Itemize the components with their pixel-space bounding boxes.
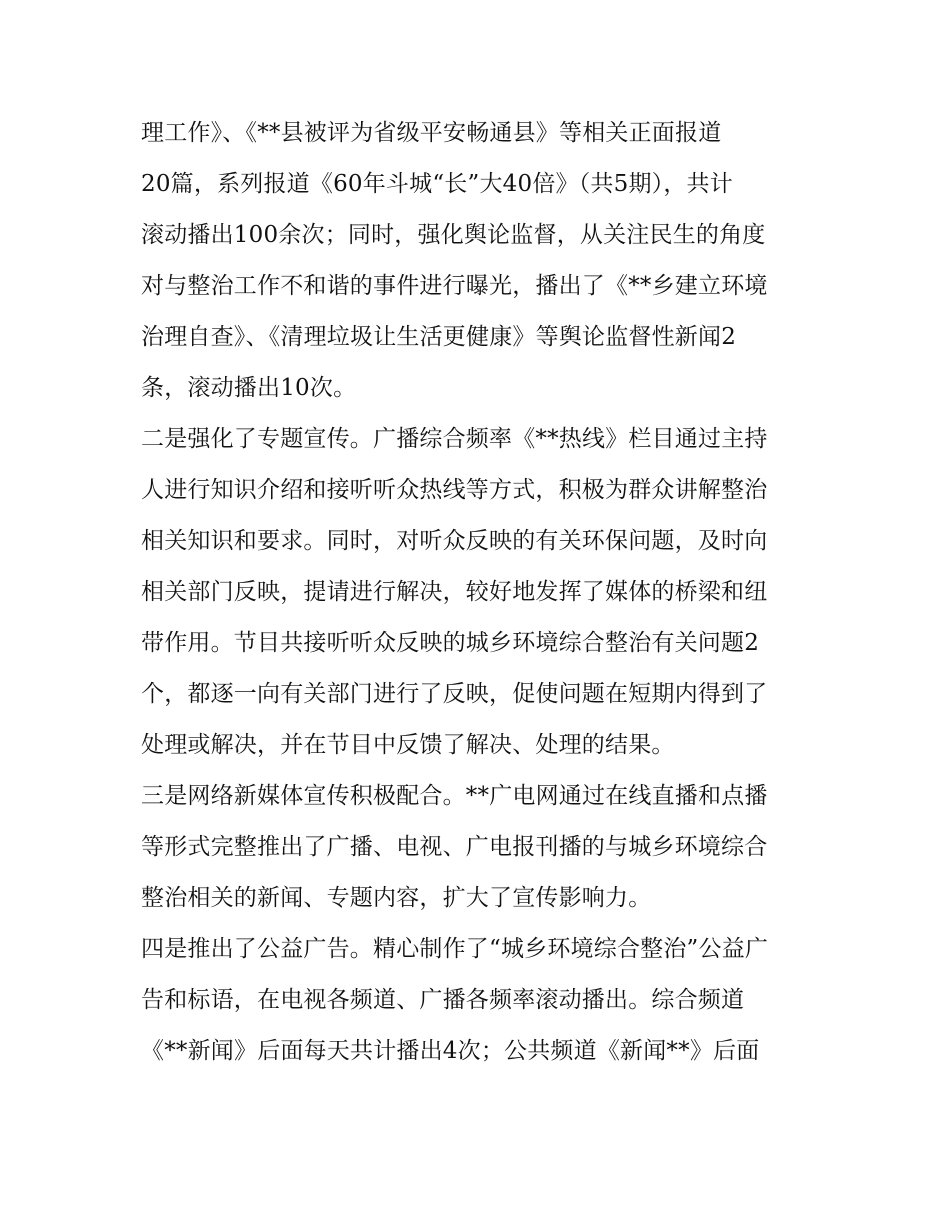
text-line: 处理或解决，并在节目中反馈了解决、处理的结果。	[141, 732, 675, 758]
text-line: 四是推出了公益广告。精心制作了“城乡环境综合整治”公益广	[141, 936, 769, 962]
text-line: 《**新闻》后面每天共计播出4次；公共频道《新闻**》后面	[141, 1038, 760, 1064]
text-line: 等形式完整推出了广播、电视、广电报刊播的与城乡环境综合	[141, 834, 768, 860]
text-line: 二是强化了专题宣传。广播综合频率《**热线》栏目通过主持	[141, 426, 768, 452]
text-line: 三是网络新媒体宣传积极配合。**广电网通过在线直播和点播	[141, 783, 768, 809]
text-line: 条，滚动播出10次。	[141, 375, 357, 401]
text-line: 对与整治工作不和谐的事件进行曝光，播出了《**乡建立环境	[141, 273, 768, 299]
text-line: 带作用。节目共接听听众反映的城乡环境综合整治有关问题2	[141, 630, 760, 656]
text-line: 人进行知识介绍和接听听众热线等方式，积极为群众讲解整治	[141, 477, 768, 503]
text-line: 相关部门反映，提请进行解决，较好地发挥了媒体的桥梁和纽	[141, 579, 768, 605]
text-line: 理工作》、《**县被评为省级平安畅通县》等相关正面报道	[141, 120, 722, 146]
text-line: 整治相关的新闻、专题内容，扩大了宣传影响力。	[141, 885, 652, 911]
text-line: 相关知识和要求。同时，对听众反映的有关环保问题，及时向	[141, 528, 768, 554]
text-line: 20篇，系列报道《60年斗城“长”大40倍》（共5期），共计	[141, 171, 733, 197]
text-line: 个，都逐一向有关部门进行了反映，促使问题在短期内得到了	[141, 681, 768, 707]
text-line: 告和标语，在电视各频道、广播各频率滚动播出。综合频道	[141, 987, 745, 1013]
document-body	[141, 108, 821, 1077]
text-line: 滚动播出100余次；同时，强化舆论监督，从关注民生的角度	[141, 222, 766, 248]
text-line: 治理自查》、《清理垃圾让生活更健康》等舆论监督性新闻2	[141, 324, 737, 350]
